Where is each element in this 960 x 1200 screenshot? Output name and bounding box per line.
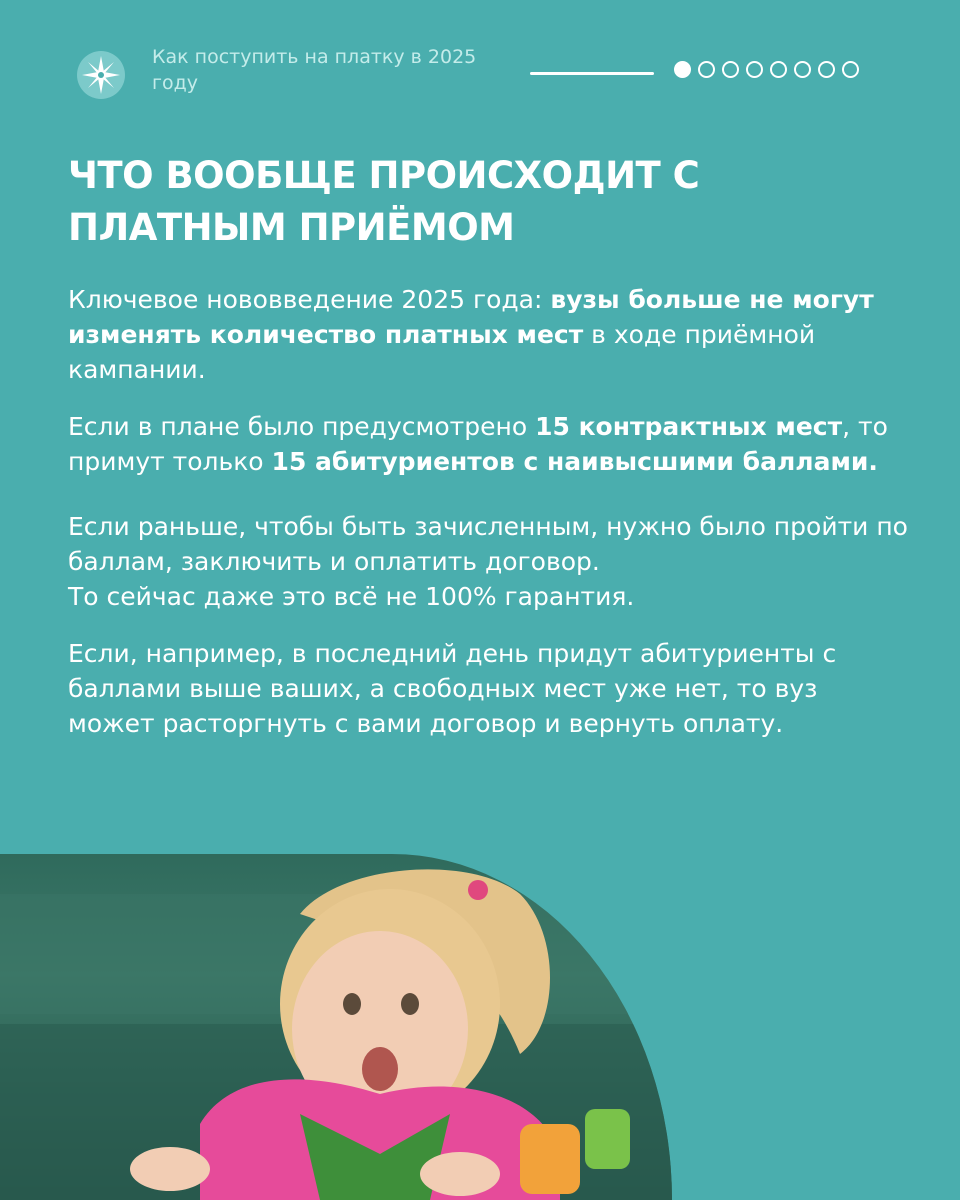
p2-text-mid: , то примут только bbox=[68, 412, 888, 476]
progress-line bbox=[530, 72, 654, 75]
slide-progress-indicator bbox=[530, 58, 900, 88]
progress-dot-2 bbox=[698, 61, 715, 78]
p3-line-2: То сейчас даже это всё не 100% гарантия. bbox=[68, 582, 635, 611]
p2-text: Если в плане было предусмотрено bbox=[68, 412, 536, 441]
progress-dots bbox=[674, 61, 859, 78]
progress-dot-5 bbox=[770, 61, 787, 78]
p1-bold: вузы больше не могут изменять количество платных мест bbox=[68, 285, 874, 349]
paragraph-3 bbox=[68, 509, 908, 614]
paragraph-4 bbox=[68, 636, 908, 741]
paragraph-2 bbox=[68, 409, 908, 479]
p1-text: Ключевое нововведение 2025 года: bbox=[68, 285, 551, 314]
progress-dot-3 bbox=[722, 61, 739, 78]
slide-title bbox=[68, 150, 908, 254]
confused-girl-meme-photo bbox=[0, 854, 672, 1200]
photo-illustration bbox=[0, 854, 672, 1200]
progress-dot-4 bbox=[746, 61, 763, 78]
p2-bold-1: 15 контрактных мест bbox=[535, 412, 843, 441]
slide-body bbox=[68, 282, 908, 763]
p2-bold-2: 15 абитуриентов с наивысшими баллами. bbox=[271, 447, 878, 476]
slide-title-line-1: ЧТО ВООБЩЕ ПРОИСХОДИТ С bbox=[68, 154, 700, 197]
progress-dot-7 bbox=[818, 61, 835, 78]
progress-dot-6 bbox=[794, 61, 811, 78]
compass-star-icon bbox=[76, 50, 126, 100]
progress-dot-1 bbox=[674, 61, 691, 78]
series-title: Как поступить на платку в 2025 году bbox=[152, 46, 477, 94]
p1-text-end: в ходе приёмной кампании. bbox=[68, 320, 816, 384]
p4-text: Если, например, в последний день придут абитуриенты с баллами выше ваших, а свободных мест уже нет, то вуз может расторгнуть с вами договор и вернуть оплату. bbox=[68, 639, 837, 738]
p3-line-1: Если раньше, чтобы быть зачисленным, нужно было пройти по баллам, заключить и оплатить договор. bbox=[68, 512, 908, 576]
slide-title-line-2: ПЛАТНЫМ ПРИЁМОМ bbox=[68, 206, 515, 249]
paragraph-1 bbox=[68, 282, 908, 387]
progress-dot-8 bbox=[842, 61, 859, 78]
